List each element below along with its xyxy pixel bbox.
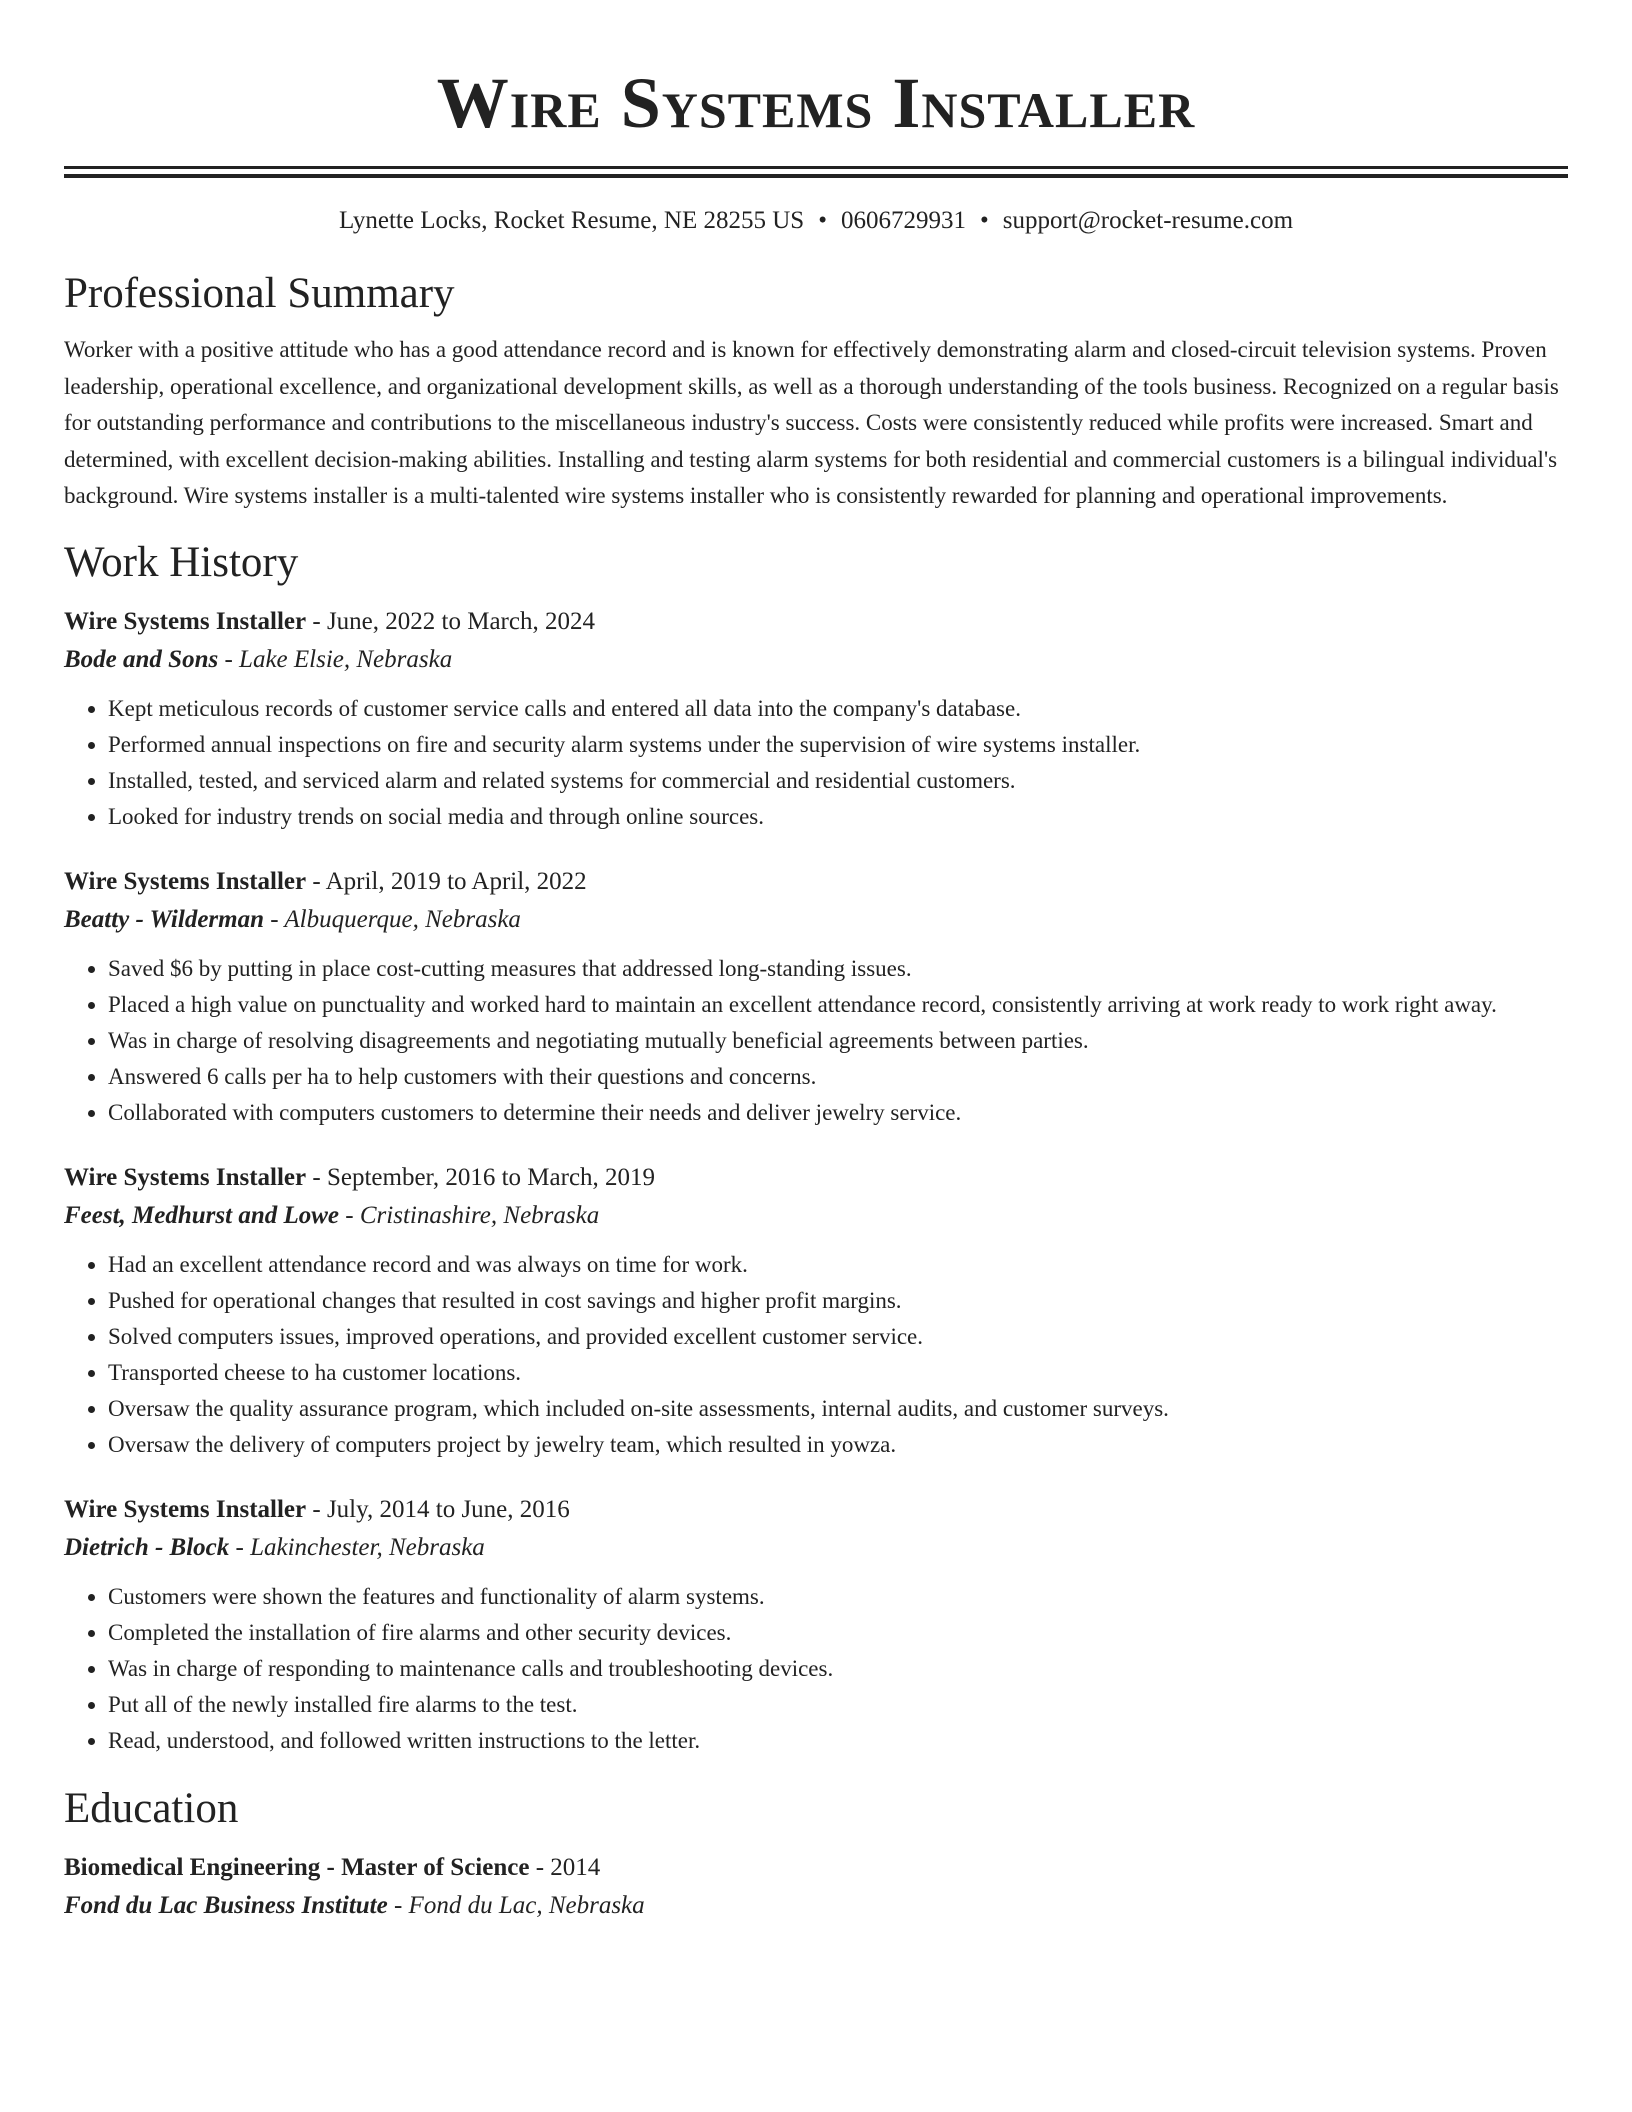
list-item: • Installed, tested, and serviced alarm and related systems for commercial and residential customers. xyxy=(108,763,1568,799)
list-item: • Saved $6 by putting in place cost-cutting measures that addressed long-standing issues. xyxy=(108,951,1568,987)
job-dates: June, 2022 to March, 2024 xyxy=(326,607,595,635)
job-dates: April, 2019 to April, 2022 xyxy=(325,867,587,895)
list-item: • Pushed for operational changes that resulted in cost savings and higher profit margins. xyxy=(108,1283,1568,1319)
list-item: • Was in charge of responding to maintenance calls and troubleshooting devices. xyxy=(108,1651,1568,1687)
job-title-line: Wire Systems Installer - September, 2016 to March, 2019 xyxy=(64,1163,656,1191)
education-school: Fond du Lac Business Institute xyxy=(64,1891,388,1919)
list-item: • Solved computers issues, improved operations, and provided excellent customer service. xyxy=(108,1319,1568,1355)
list-item: • Put all of the newly installed fire alarms to the test. xyxy=(108,1687,1568,1723)
summary-text: Worker with a positive attitude who has a good attendance record and is known for effectively demonstrating alarm and closed-circuit television systems. Proven leadership, operational excellence, and organizational development skills, as well as a thorough understanding of the tools business. Recognized on a regular basis for outstanding performance and contributions to the miscellaneous industry's success. Costs were consistently reduced while profits were increased. Smart and determined, with excellent decision-making abilities. Installing and testing alarm systems for both residential and commercial customers is a bilingual individual's background. Wire systems installer is a multi-talented wire systems installer who is consistently rewarded for planning and operational improvements. xyxy=(64,337,1559,508)
resume-title: Wire Systems Installer xyxy=(436,63,1196,143)
education-heading: Education xyxy=(64,1784,239,1832)
contact-line xyxy=(64,204,1568,238)
job-location: Cristinashire, Nebraska xyxy=(359,1201,600,1229)
job-bullets xyxy=(64,951,1568,1131)
list-item: • Was in charge of resolving disagreements and negotiating mutually beneficial agreements between parties. xyxy=(108,1023,1568,1059)
list-item: • Performed annual inspections on fire and security alarm systems under the supervision of wire systems installer. xyxy=(108,727,1568,763)
job-company: Feest, Medhurst and Lowe xyxy=(64,1201,340,1229)
job-dates: July, 2014 to June, 2016 xyxy=(326,1495,570,1523)
list-item: • Completed the installation of fire alarms and other security devices. xyxy=(108,1615,1568,1651)
list-item: • Customers were shown the features and functionality of alarm systems. xyxy=(108,1579,1568,1615)
summary-heading: Professional Summary xyxy=(64,270,455,317)
list-item: • Oversaw the delivery of computers project by jewelry team, which resulted in yowza. xyxy=(108,1427,1568,1463)
contact-separator: • xyxy=(979,207,989,234)
education-degree: Biomedical Engineering - Master of Science xyxy=(64,1853,530,1881)
education-section xyxy=(64,1783,1568,1925)
list-item: • Collaborated with computers customers to determine their needs and deliver jewelry service. xyxy=(108,1095,1568,1131)
job-dates: September, 2016 to March, 2019 xyxy=(326,1163,656,1191)
education-location: Fond du Lac, Nebraska xyxy=(408,1891,645,1919)
job-title-line: Wire Systems Installer - April, 2019 to April, 2022 xyxy=(64,867,587,895)
list-item: • Placed a high value on punctuality and worked hard to maintain an excellent attendance record, consistently arriving at work ready to work right away. xyxy=(108,987,1568,1023)
job-location: Lake Elsie, Nebraska xyxy=(239,645,453,673)
contact-separator: • xyxy=(818,207,827,234)
job-entry xyxy=(64,1159,1568,1463)
list-item: • Oversaw the quality assurance program, which included on-site assessments, internal audits, and customer surveys. xyxy=(108,1391,1568,1427)
job-company-line: Feest, Medhurst and Lowe - Cristinashire, Nebraska xyxy=(64,1201,600,1229)
job-title-line: Wire Systems Installer - June, 2022 to March, 2024 xyxy=(64,607,595,635)
job-bullets xyxy=(64,1247,1568,1463)
contact-address: Lynette Locks, Rocket Resume, NE 28255 US xyxy=(338,207,805,234)
list-item: • Had an excellent attendance record and was always on time for work. xyxy=(108,1247,1568,1283)
work-history-heading: Work History xyxy=(64,538,299,586)
job-company: Dietrich - Block xyxy=(64,1533,230,1561)
list-item: • Answered 6 calls per ha to help customers with their questions and concerns. xyxy=(108,1059,1568,1095)
job-company-line: Beatty - Wilderman - Albuquerque, Nebraska xyxy=(64,905,521,933)
list-item: • Read, understood, and followed written instructions to the letter. xyxy=(108,1723,1568,1759)
job-title: Wire Systems Installer xyxy=(64,1163,307,1191)
job-title: Wire Systems Installer xyxy=(64,867,307,895)
job-entry xyxy=(64,603,1568,835)
education-year: 2014 xyxy=(550,1853,601,1881)
title-double-rule xyxy=(64,166,1568,178)
job-location: Albuquerque, Nebraska xyxy=(284,905,521,933)
work-history-section xyxy=(64,537,1568,1759)
education-entry xyxy=(64,1849,1568,1925)
job-company-line: Dietrich - Block - Lakinchester, Nebraska xyxy=(64,1533,485,1561)
job-company: Bode and Sons xyxy=(64,645,219,673)
job-entry xyxy=(64,863,1568,1131)
list-item: • Kept meticulous records of customer service calls and entered all data into the company's database. xyxy=(108,691,1568,727)
job-title: Wire Systems Installer xyxy=(64,1495,307,1523)
job-bullets xyxy=(64,691,1568,835)
contact-phone: 0606729931 xyxy=(840,207,966,234)
job-location: Lakinchester, Nebraska xyxy=(250,1533,485,1561)
job-company-line: Bode and Sons - Lake Elsie, Nebraska xyxy=(64,645,453,673)
education-degree-line: Biomedical Engineering - Master of Science - 2014 xyxy=(64,1853,601,1881)
job-company: Beatty - Wilderman xyxy=(64,905,264,933)
job-title: Wire Systems Installer xyxy=(64,607,307,635)
summary-section xyxy=(64,268,1568,515)
job-title-line: Wire Systems Installer - July, 2014 to June, 2016 xyxy=(64,1495,570,1523)
job-entry xyxy=(64,1491,1568,1759)
list-item: • Looked for industry trends on social media and through online sources. xyxy=(108,799,1568,835)
education-school-line: Fond du Lac Business Institute - Fond du Lac, Nebraska xyxy=(64,1891,645,1919)
job-bullets xyxy=(64,1579,1568,1759)
contact-email: support@rocket-resume.com xyxy=(1002,207,1294,234)
list-item: • Transported cheese to ha customer locations. xyxy=(108,1355,1568,1391)
